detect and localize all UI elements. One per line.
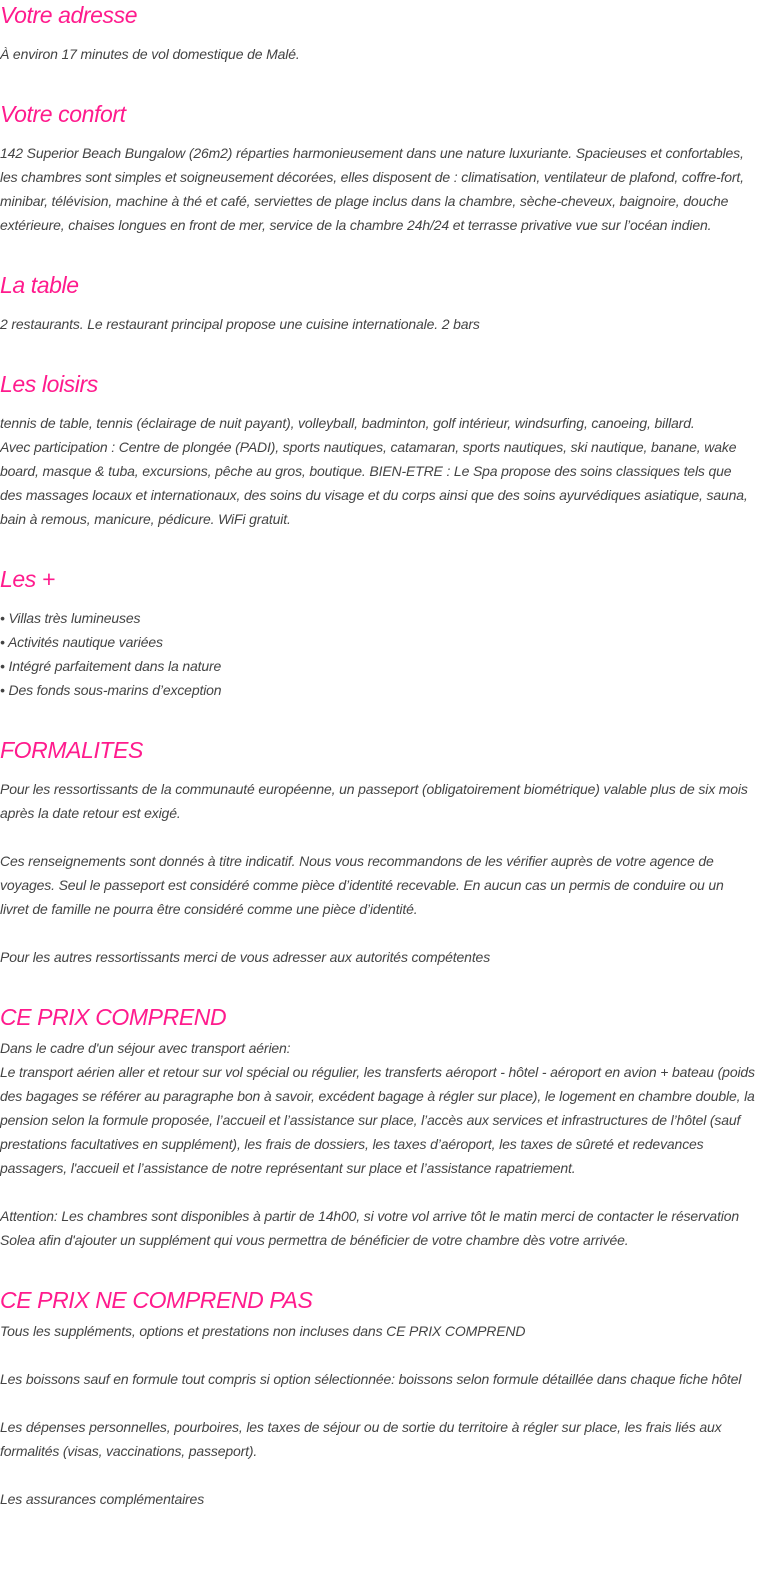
- formalites-paragraph: Pour les autres ressortissants merci de vous adresser aux autorités compétentes: [0, 949, 491, 965]
- adresse-text: À environ 17 minutes de vol domestique de Malé.: [0, 46, 300, 62]
- confort-text: 142 Superior Beach Bungalow (26m2) réparties harmonieusement dans une nature luxuriante. Spacieuses et confortables, les chambres sont simples et soigneusement décorées, elles disposent de : climatisation, ventilateur de plafond, coffre-fort, minibar, télévision, machine à thé et café, serviettes de plage inclus dans la chambre, sèche-cheveux, baignoire, douche extérieure, chaises longues en front de mer, service de la chambre 24h/24 et terrasse privative vue sur l’océan indien.: [0, 145, 744, 233]
- ne-comprend-paragraph: Les assurances complémentaires: [0, 1491, 205, 1507]
- list-item: • Des fonds sous-marins d’exception: [0, 682, 222, 698]
- list-item: • Activités nautique variées: [0, 634, 163, 650]
- comprend-detail: Le transport aérien aller et retour sur vol spécial ou régulier, les transferts aéroport - hôtel - aéroport en avion + bateau (poids des bagages se référer au paragraphe bon à savoir, excédent bagage à régler sur place), le logement en chambre double, la pension selon la formule proposée, l’accueil et l’assistance sur place, l’accès aux services et infrastructures de l’hôtel (sauf prestations facultatives en supplément), les frais de dossiers, les taxes d’aéroport, les taxes de sûreté et redevances passagers, l'accueil et l’assistance de notre représentant sur place et l’assistance rapatriement.: [0, 1064, 755, 1176]
- section-title-ne-comprend: CE PRIX NE COMPREND PAS: [0, 1287, 313, 1313]
- ne-comprend-paragraph: Tous les suppléments, options et prestations non incluses dans CE PRIX COMPREND: [0, 1323, 526, 1339]
- section-title-adresse: Votre adresse: [0, 2, 138, 28]
- section-title-comprend: CE PRIX COMPREND: [0, 1004, 227, 1030]
- list-item: • Intégré parfaitement dans la nature: [0, 658, 222, 674]
- section-title-plus: Les +: [0, 566, 55, 592]
- loisirs-text-free: tennis de table, tennis (éclairage de nuit payant), volleyball, badminton, golf intérieur, windsurfing, canoeing, billard.: [0, 415, 695, 431]
- list-item: • Villas très lumineuses: [0, 610, 141, 626]
- comprend-attention: Attention: Les chambres sont disponibles à partir de 14h00, si votre vol arrive tôt le matin merci de contacter le réservation Solea afin d'ajouter un supplément qui vous permettra de bénéficier de votre chambre dès votre arrivée.: [0, 1208, 740, 1248]
- ne-comprend-paragraph: Les boissons sauf en formule tout compris si option sélectionnée: boissons selon formule détaillée dans chaque fiche hôtel: [0, 1371, 742, 1387]
- formalites-paragraph: Ces renseignements sont donnés à titre indicatif. Nous vous recommandons de les vérifier auprès de votre agence de voyages. Seul le passeport est considéré comme pièce d’identité recevable. En aucun cas un permis de conduire ou un livret de famille ne pourra être considéré comme une pièce d’identité.: [0, 853, 724, 917]
- table-text: 2 restaurants. Le restaurant principal propose une cuisine internationale. 2 bars: [0, 316, 480, 332]
- comprend-intro: Dans le cadre d'un séjour avec transport aérien:: [0, 1040, 291, 1056]
- ne-comprend-paragraph: Les dépenses personnelles, pourboires, les taxes de séjour ou de sortie du territoire à régler sur place, les frais liés aux formalités (visas, vaccinations, passeport).: [0, 1419, 722, 1459]
- section-title-formalites: FORMALITES: [0, 737, 143, 763]
- section-title-loisirs: Les loisirs: [0, 371, 98, 397]
- formalites-paragraph: Pour les ressortissants de la communauté européenne, un passeport (obligatoirement biométrique) valable plus de six mois après la date retour est exigé.: [0, 781, 748, 821]
- loisirs-text-paid: Avec participation : Centre de plongée (PADI), sports nautiques, catamaran, sports nautiques, ski nautique, banane, wake board, masque & tuba, excursions, pêche au gros, boutique. BIEN-ETRE : Le Spa propose des soins classiques tels que des massages locaux et internationaux, des soins du visage et du corps ainsi que des soins ayurvédiques asiatique, sauna, bain à remous, manicure, pédicure. WiFi gratuit.: [0, 439, 748, 527]
- section-title-table: La table: [0, 272, 79, 298]
- highlights-list: [0, 606, 756, 702]
- section-title-confort: Votre confort: [0, 101, 126, 127]
